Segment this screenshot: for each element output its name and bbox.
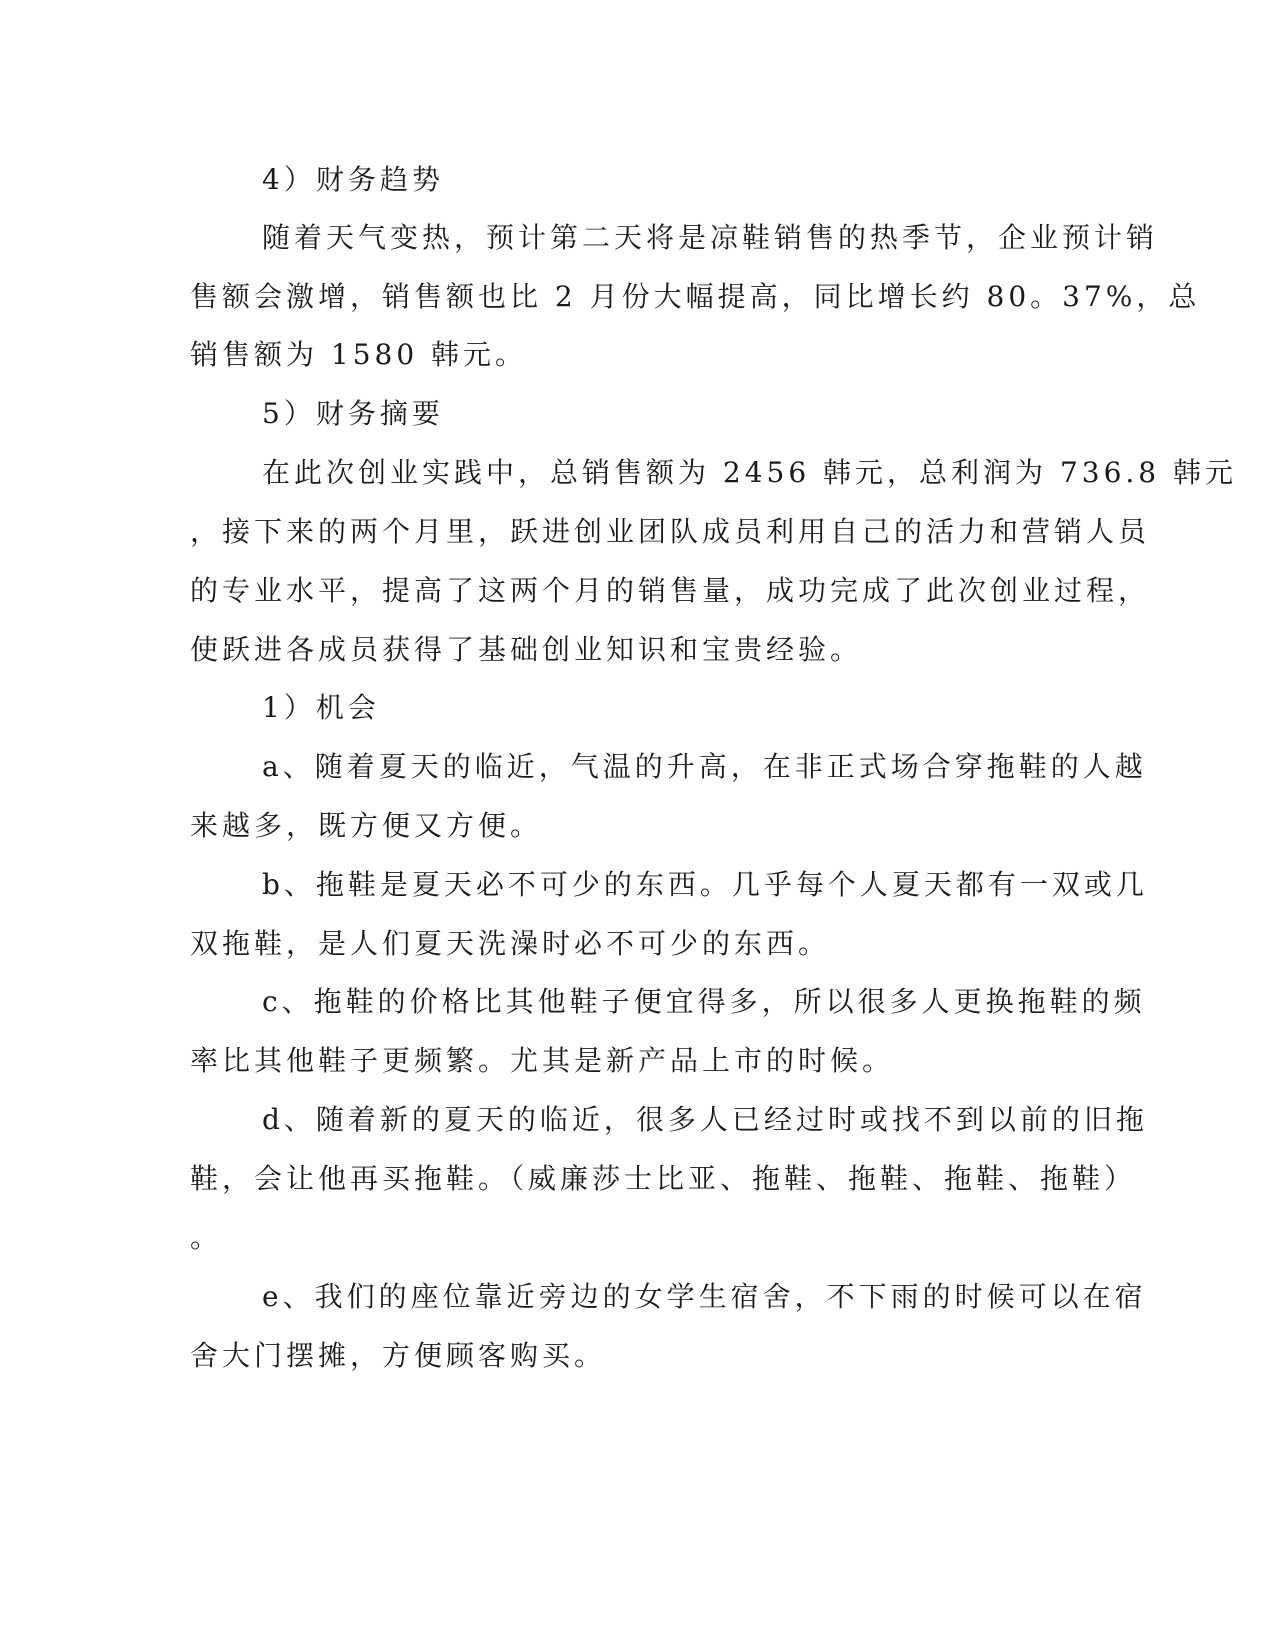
list-item-a-cont: 来越多，既方便又方便。 <box>190 809 543 842</box>
list-item-c-cont: 率比其他鞋子更频繁。尤其是新产品上市的时候。 <box>190 1044 895 1077</box>
paragraph-line: 随着天气变热，预计第二天将是凉鞋销售的热季节，企业预计销 <box>262 221 1159 254</box>
paragraph-line: ，接下来的两个月里，跃进创业团队成员利用自己的活力和营销人员 <box>190 515 1151 548</box>
list-item-b-cont: 双拖鞋，是人们夏天洗澡时必不可少的东西。 <box>190 927 831 960</box>
section-heading-financial-summary: 5）财务摘要 <box>262 397 444 430</box>
list-item-b: b、拖鞋是夏天必不可少的东西。几乎每个人夏天都有一双或几 <box>262 868 1148 901</box>
list-item-c: c、拖鞋的价格比其他鞋子便宜得多，所以很多人更换拖鞋的频 <box>262 985 1146 1018</box>
paragraph-line: 销售额为 1580 韩元。 <box>190 338 528 371</box>
list-item-e: e、我们的座位靠近旁边的女学生宿舍，不下雨的时候可以在宿 <box>262 1280 1147 1313</box>
paragraph-line: 的专业水平，提高了这两个月的销售量，成功完成了此次创业过程， <box>190 574 1151 607</box>
paragraph-line: 在此次创业实践中，总销售额为 2456 韩元，总利润为 736.8 韩元 <box>262 456 1238 489</box>
paragraph-line: 售额会激增，销售额也比 2 月份大幅提高，同比增长约 80。37%，总 <box>190 280 1201 313</box>
paragraph-line: 使跃进各成员获得了基础创业知识和宝贵经验。 <box>190 633 863 666</box>
section-heading-opportunities: 1）机会 <box>262 691 380 724</box>
list-item-d-cont: 鞋，会让他再买拖鞋。（威廉莎士比亚、拖鞋、拖鞋、拖鞋、拖鞋） <box>190 1162 1137 1195</box>
section-heading-financial-trend: 4）财务趋势 <box>262 163 444 196</box>
list-item-d-cont: 。 <box>190 1221 223 1254</box>
list-item-a: a、随着夏天的临近，气温的升高，在非正式场合穿拖鞋的人越 <box>262 750 1147 783</box>
list-item-d: d、随着新的夏天的临近，很多人已经过时或找不到以前的旧拖 <box>262 1103 1148 1136</box>
list-item-e-cont: 舍大门摆摊，方便顾客购买。 <box>190 1339 607 1372</box>
